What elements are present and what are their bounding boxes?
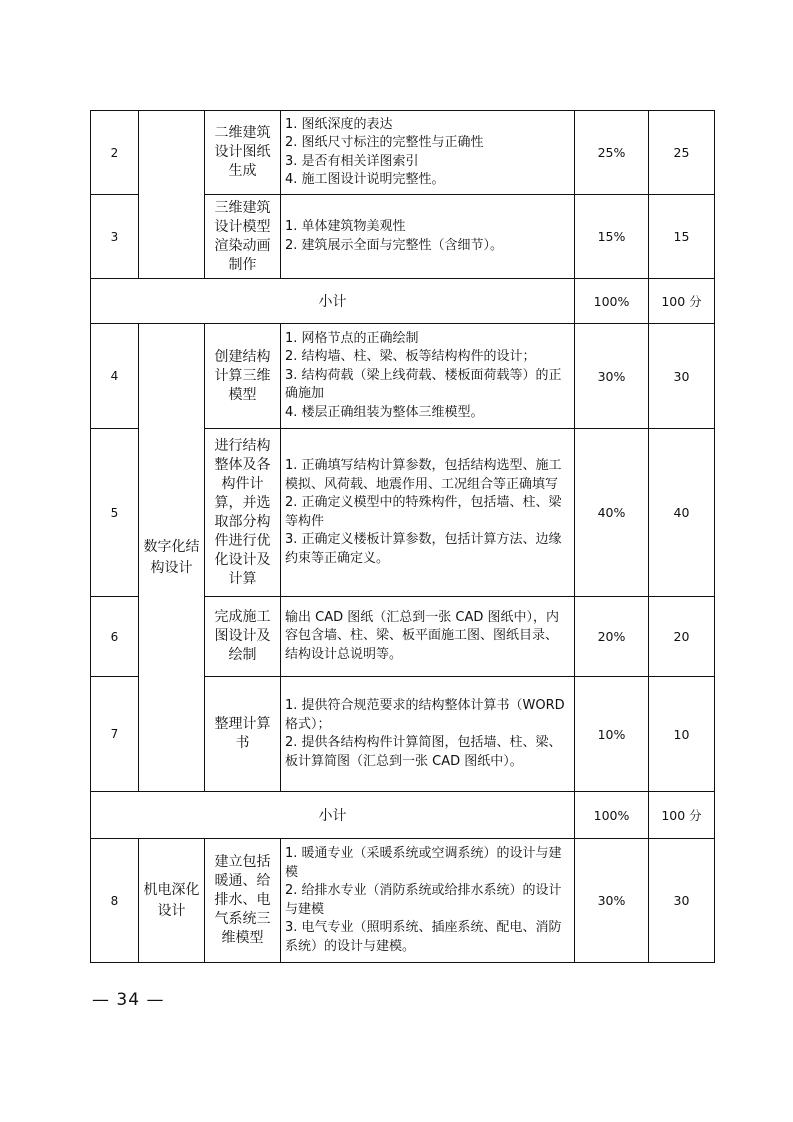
row-number: 2 xyxy=(91,111,139,195)
task-name: 整理计算书 xyxy=(205,677,281,792)
criteria-line: 4. 施工图设计说明完整性。 xyxy=(285,172,445,187)
criteria xyxy=(281,195,575,279)
score: 10 xyxy=(649,677,715,792)
subtotal-label: 小计 xyxy=(91,792,575,839)
weight: 20% xyxy=(575,597,649,677)
row-number: 3 xyxy=(91,195,139,279)
criteria xyxy=(281,429,575,597)
weight: 40% xyxy=(575,429,649,597)
score: 30 xyxy=(649,324,715,429)
criteria-line: 4. 楼层正确组装为整体三维模型。 xyxy=(285,404,484,420)
criteria xyxy=(281,677,575,792)
criteria-line: 3. 是否有相关详图索引 xyxy=(285,153,419,169)
scoring-table xyxy=(90,110,715,963)
page-number: — 34 — xyxy=(92,990,165,1010)
criteria xyxy=(281,839,575,963)
task-name: 三维建筑设计模型渲染动画制作 xyxy=(205,195,281,279)
row-number: 7 xyxy=(91,677,139,792)
table-row xyxy=(91,839,715,963)
subtotal-score: 100 分 xyxy=(649,792,715,839)
score: 25 xyxy=(649,111,715,195)
criteria xyxy=(281,324,575,429)
weight: 30% xyxy=(575,324,649,429)
criteria-line: 2. 结构墙、柱、梁、板等结构构件的设计； xyxy=(285,349,536,365)
criteria-line: 2. 建筑展示全面与完整性（含细节）。 xyxy=(285,237,504,253)
task-name: 完成施工图设计及绘制 xyxy=(205,597,281,677)
criteria-line: 3. 结构荷载（梁上线荷载、楼板面荷载等）的正确施加 xyxy=(285,367,562,402)
score: 15 xyxy=(649,195,715,279)
criteria xyxy=(281,597,575,677)
criteria-line: 2. 正确定义模型中的特殊构件，包括墙、柱、梁等构件 xyxy=(285,495,562,529)
weight: 10% xyxy=(575,677,649,792)
subtotal-weight: 100% xyxy=(575,279,649,324)
score: 30 xyxy=(649,839,715,963)
table-row xyxy=(91,111,715,195)
criteria-line: 1. 提供符合规范要求的结构整体计算书（WORD 格式）； xyxy=(285,698,565,732)
row-number: 6 xyxy=(91,597,139,677)
subtotal-row xyxy=(91,279,715,324)
task-name: 创建结构计算三维模型 xyxy=(205,324,281,429)
criteria xyxy=(281,111,575,195)
module-name: 机电深化设计 xyxy=(139,839,205,963)
criteria-line: 2. 提供各结构构件计算简图，包括墙、柱、梁、板计算简图（汇总到一张 CAD 图纸中）。 xyxy=(285,735,562,769)
criteria-line: 1. 图纸深度的表达 xyxy=(285,116,393,132)
weight: 15% xyxy=(575,195,649,279)
criteria-line: 1. 正确填写结构计算参数，包括结构选型、施工模拟、风荷载、地震作用、工况组合等正确填写 xyxy=(285,458,562,492)
row-number: 8 xyxy=(91,839,139,963)
subtotal-weight: 100% xyxy=(575,792,649,839)
subtotal-score: 100 分 xyxy=(649,279,715,324)
task-name: 建立包括暖通、给排水、电气系统三维模型 xyxy=(205,839,281,963)
subtotal-row xyxy=(91,792,715,839)
table-row xyxy=(91,324,715,429)
criteria-line: 1. 暖通专业（采暖系统或空调系统）的设计与建模 xyxy=(285,846,562,880)
score: 20 xyxy=(649,597,715,677)
task-name: 二维建筑设计图纸生成 xyxy=(205,111,281,195)
weight: 25% xyxy=(575,111,649,195)
criteria-line: 3. 正确定义楼板计算参数，包括计算方法、边缘约束等正确定义。 xyxy=(285,532,562,566)
criteria-line: 2. 给排水专业（消防系统或给排水系统）的设计与建模 xyxy=(285,883,562,917)
criteria-line: 2. 图纸尺寸标注的完整性与正确性 xyxy=(285,135,484,150)
module-cell-empty xyxy=(139,111,205,279)
criteria-line: 输出 CAD 图纸（汇总到一张 CAD 图纸中），内容包含墙、柱、梁、板平面施工图、图纸目录、结构设计总说明等。 xyxy=(285,609,559,662)
score: 40 xyxy=(649,429,715,597)
criteria-line: 1. 网格节点的正确绘制 xyxy=(285,330,419,346)
task-name: 进行结构整体及各构件计算，并选取部分构件进行优化设计及计算 xyxy=(205,429,281,597)
subtotal-label: 小计 xyxy=(91,279,575,324)
row-number: 4 xyxy=(91,324,139,429)
weight: 30% xyxy=(575,839,649,963)
module-name: 数字化结构设计 xyxy=(139,324,205,792)
criteria-line: 3. 电气专业（照明系统、插座系统、配电、消防系统）的设计与建模。 xyxy=(285,920,562,954)
row-number: 5 xyxy=(91,429,139,597)
criteria-line: 1. 单体建筑物美观性 xyxy=(285,219,406,234)
